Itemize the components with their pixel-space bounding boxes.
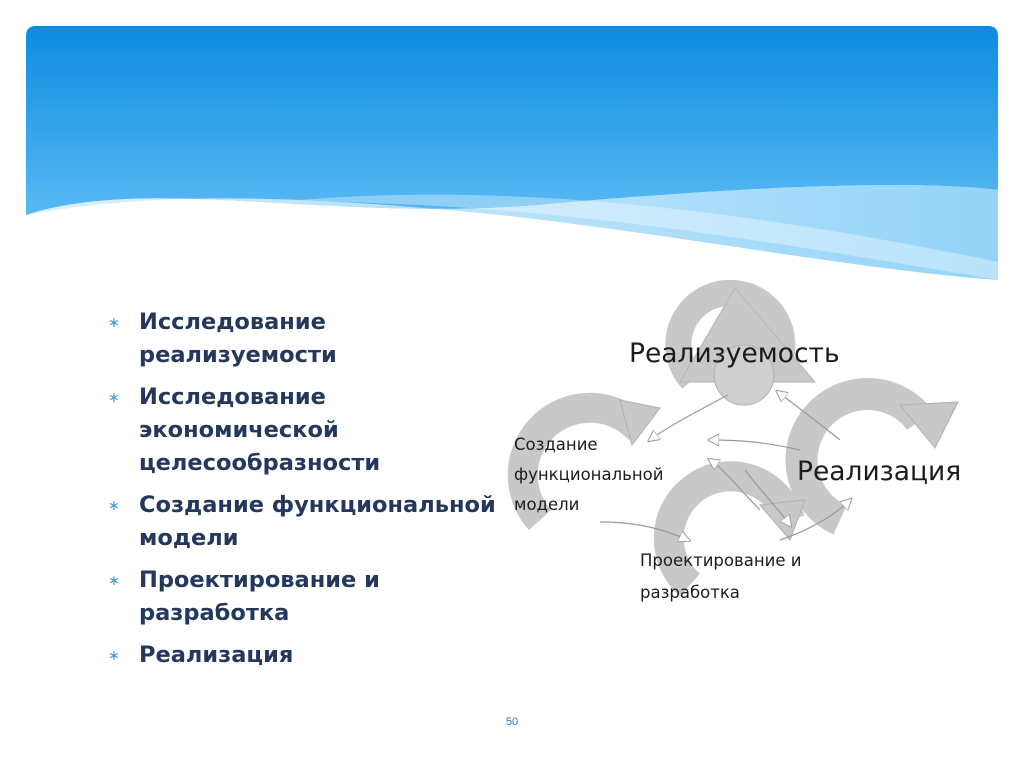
bullet-item <box>108 381 498 480</box>
bullet-star-icon: ∗ <box>108 315 120 331</box>
bullet-item <box>108 306 498 372</box>
bullet-item <box>108 489 498 555</box>
bullet-text: Проектирование и разработка <box>139 567 380 626</box>
bullet-star-icon: ∗ <box>108 390 120 406</box>
bullet-star-icon: ∗ <box>108 573 120 589</box>
diagram-label-implementation: Реализация <box>797 456 962 487</box>
bullet-text: Исследование экономической целесообразности <box>139 384 381 476</box>
bullet-item <box>108 564 498 630</box>
bullet-text: Исследование реализуемости <box>139 309 337 368</box>
diagram-label-functional-model: Создание функциональной модели <box>514 435 664 514</box>
bullet-text: Создание функциональной модели <box>139 492 496 551</box>
diagram-label-design: Проектирование и разработка <box>640 551 802 602</box>
bullet-star-icon: ∗ <box>108 498 120 514</box>
header-wave-banner <box>0 0 1024 290</box>
diagram-label-feasibility: Реализуемость <box>629 338 840 369</box>
bullet-star-icon: ∗ <box>108 648 120 664</box>
page-number: 50 <box>505 716 519 728</box>
bullet-list <box>108 306 498 681</box>
bullet-text: Реализация <box>139 642 294 668</box>
bullet-item <box>108 639 498 672</box>
